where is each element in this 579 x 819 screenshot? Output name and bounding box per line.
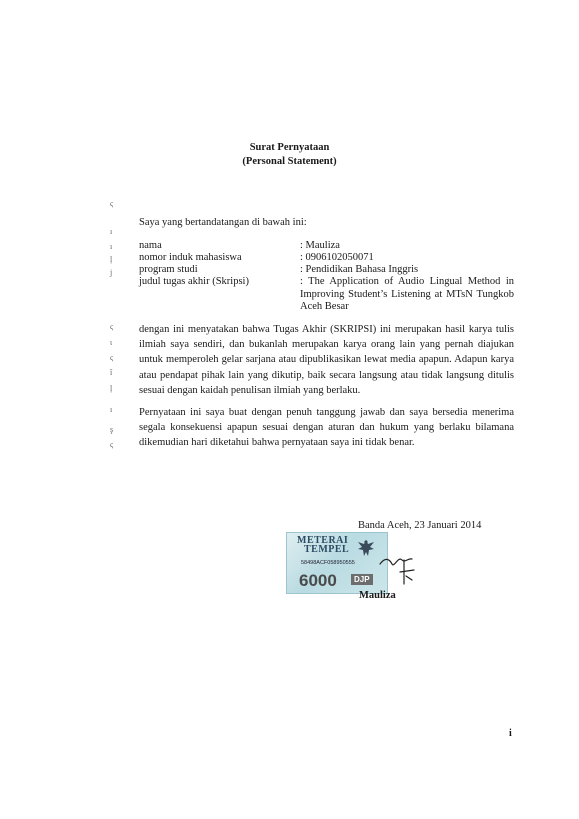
place-date: Banda Aceh, 23 Januari 2014 <box>358 520 482 531</box>
margin-mark: ş <box>110 425 114 434</box>
margin-mark: ς <box>110 353 114 362</box>
field-label-name: nama <box>139 240 162 251</box>
margin-mark: ι <box>110 338 113 347</box>
margin-mark: ı <box>110 405 113 414</box>
stamp-line-1: METERAI <box>297 535 349 546</box>
document-title: Surat Pernyataan <box>249 142 330 153</box>
field-label-student-id: nomor induk mahasiswa <box>139 252 242 263</box>
field-value-name: : Mauliza <box>300 240 340 251</box>
document-subtitle: (Personal Statement) <box>242 156 337 167</box>
signer-name: Mauliza <box>359 590 396 601</box>
margin-mark: ς <box>110 322 114 331</box>
margin-mark: ς <box>110 440 114 449</box>
field-label-thesis-title: judul tugas akhir (Skripsi) <box>139 276 249 287</box>
stamp-serial: 58498ACF058950555 <box>301 560 355 566</box>
margin-mark: ı <box>110 227 113 236</box>
revenue-stamp <box>286 532 388 594</box>
margin-mark: ļ <box>110 255 113 264</box>
margin-mark: ς <box>110 199 114 208</box>
field-value-student-id: : 0906102050071 <box>300 252 374 263</box>
margin-mark: ļ <box>110 384 113 393</box>
stamp-value: 6000 <box>299 571 337 590</box>
page-number: i <box>509 728 512 739</box>
garuda-emblem-icon <box>355 537 377 559</box>
field-label-program: program studi <box>139 264 198 275</box>
field-value-program: : Pendidikan Bahasa Inggris <box>300 264 419 275</box>
margin-mark: ı <box>110 242 113 251</box>
stamp-mark: DJP <box>351 574 373 585</box>
intro-text: Saya yang bertandatangan di bawah ini: <box>139 217 307 228</box>
margin-mark: ǐ <box>110 368 113 377</box>
field-value-thesis-title: : The Application of Audio Lingual Method in Improving Student’s Listening at MTsN Tungkob Aceh Besar <box>300 276 514 312</box>
statement-paragraph-2: Pernyataan ini saya buat dengan penuh tanggung jawab dan saya bersedia menerima segala konsekuensi apapun sesuai dengan aturan dan hukum yang berlaku bilamana dikemudian hari diketahui bahwa pernyataan saya ini tidak benar. <box>139 407 514 449</box>
handwritten-signature <box>378 550 418 590</box>
statement-paragraph-1: dengan ini menyatakan bahwa Tugas Akhir (SKRIPSI) ini merupakan hasil karya tulis ilmiah saya sendiri, dan bukanlah merupakan karya orang lain yang pernah diajukan untuk memperoleh gelar sarjana atau dipublikasikan lewat media apapun. Adapun karya atau pendapat pihak lain yang dikutip, baik secara langsung atau tidak langsung ditulis sesuai dengan kaidah penulisan ilmiah yang berlaku. <box>139 324 514 396</box>
stamp-line-2: TEMPEL <box>304 544 350 555</box>
margin-mark: j <box>110 268 113 277</box>
